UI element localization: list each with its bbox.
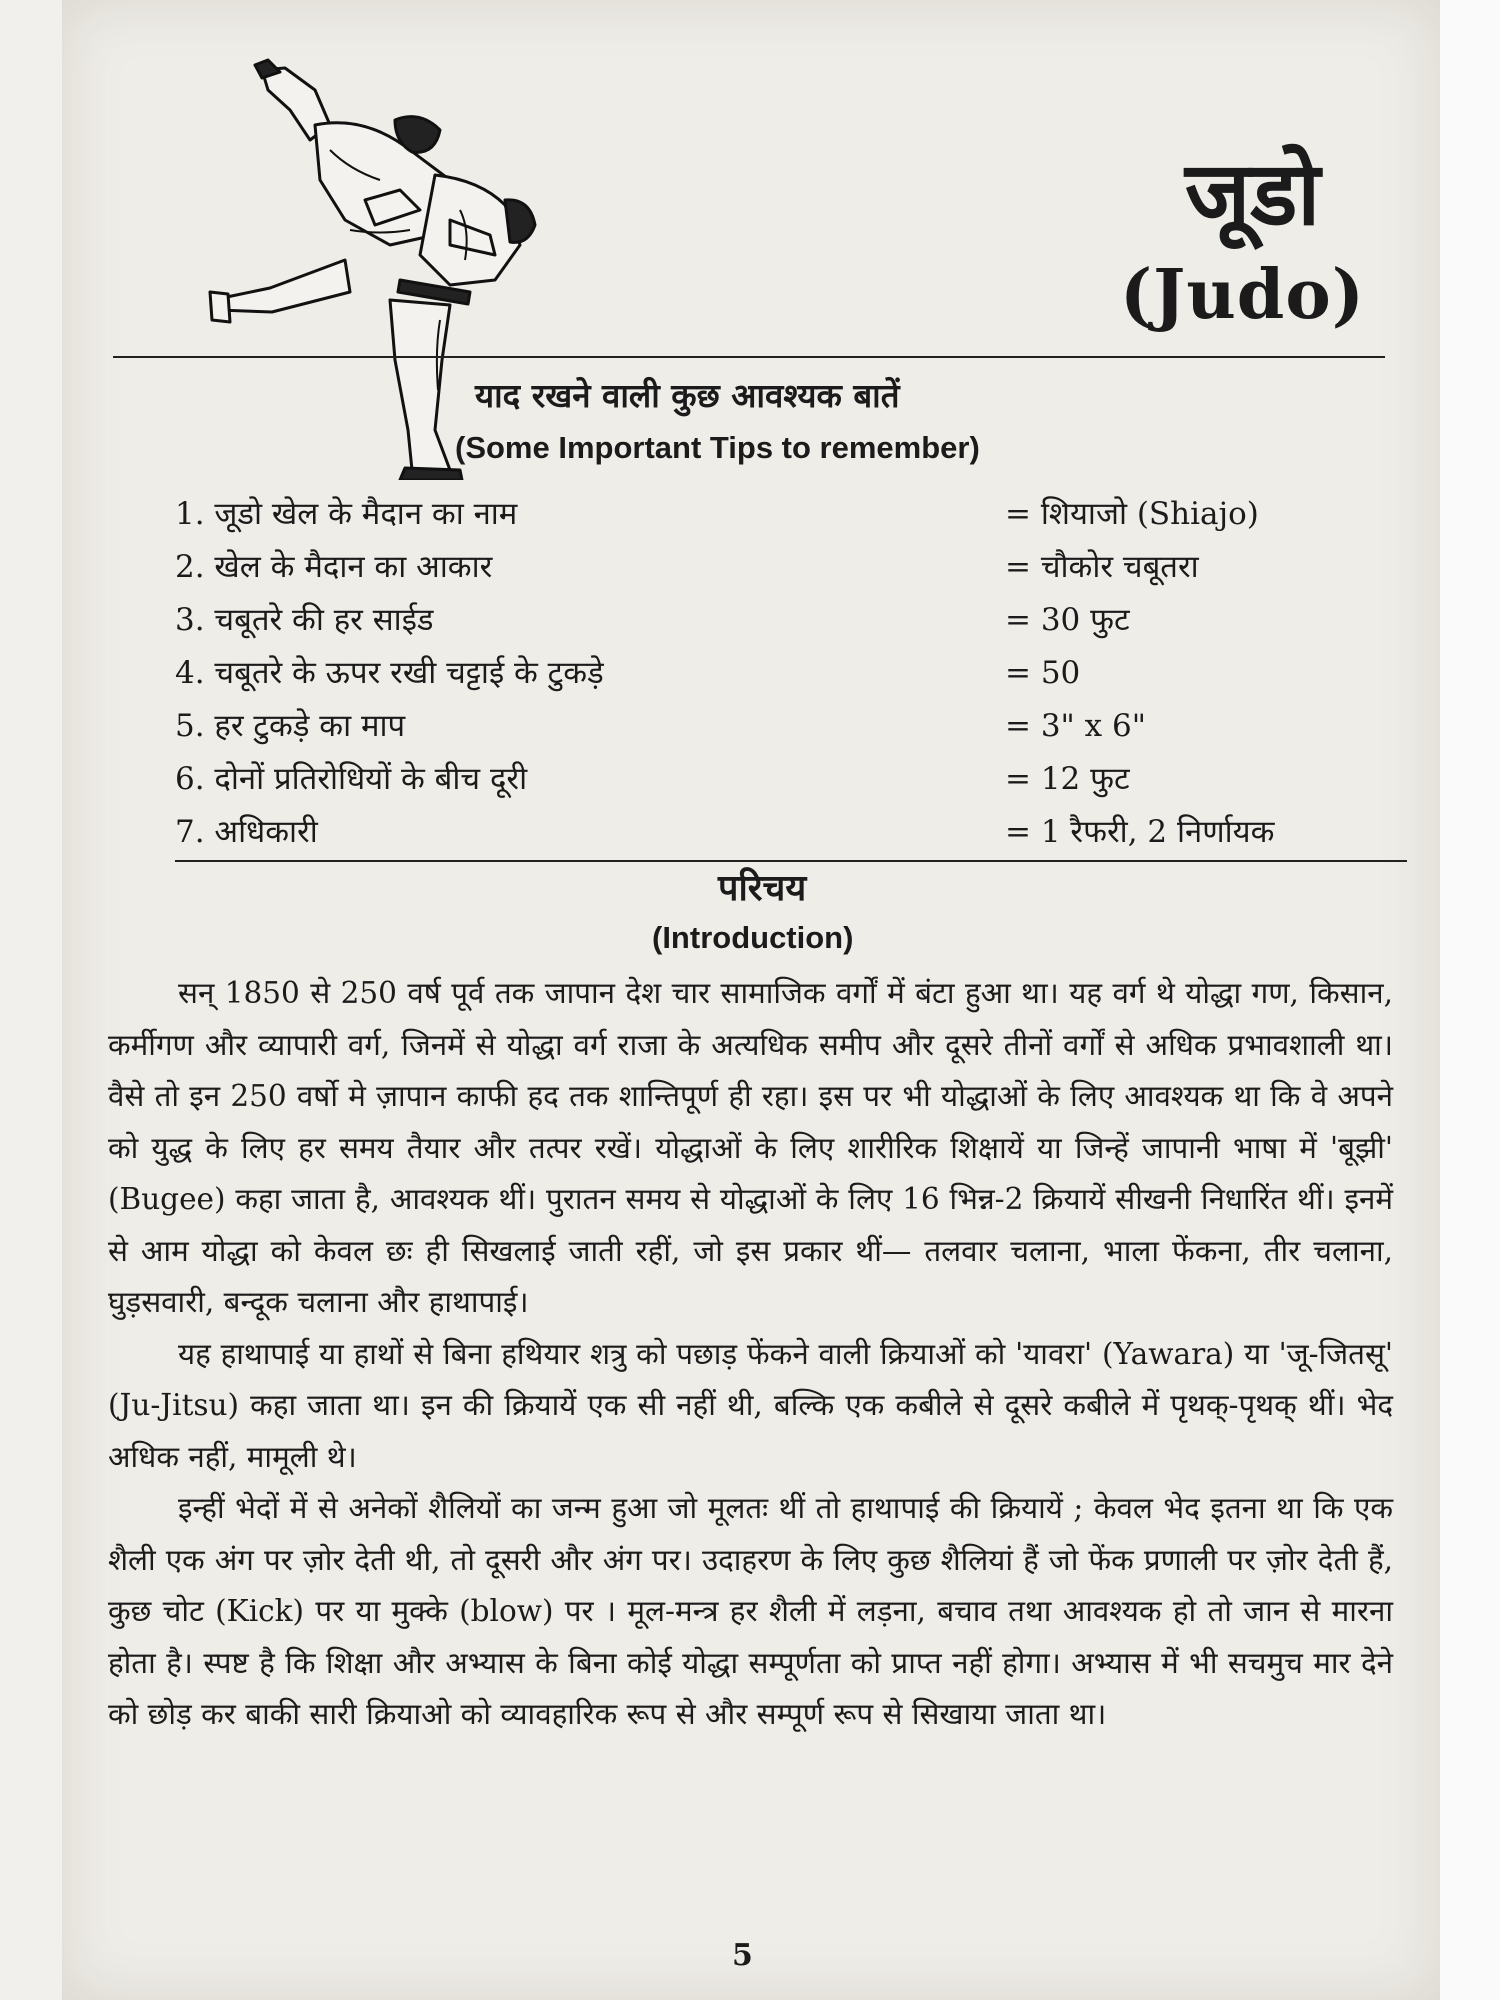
paragraph: यह हाथापाई या हाथों से बिना हथियार शत्रु को पछाड़ फेंकने वाली क्रियाओं को 'यावरा' (Yawara) या 'जू-जितसू' (Ju-Jitsu) कहा जाता था। इन की क्रियायें एक सी नहीं थी, बल्कि एक कबीले से दूसरे कबीले में पृथक्-पृथक् थीं। भेद अधिक नहीं, मामूली थे। [108, 1336, 1393, 1474]
tips-heading-hindi: याद रखने वाली कुछ आवश्यक बातें [475, 376, 900, 415]
top-divider [113, 356, 1385, 358]
tip-label: 2. खेल के मैदान का आकार [175, 549, 493, 585]
page-number: 5 [732, 1938, 753, 1973]
paragraph: सन् 1850 से 250 वर्ष पूर्व तक जापान देश चार सामाजिक वर्गों में बंटा हुआ था। यह वर्ग थे योद्धा गण, किसान, कर्मीगण और व्यापारी वर्ग, जिनमें से योद्धा वर्ग राजा के अत्यधिक समीप और दूसरे तीनों वर्गों से अधिक प्रभावशाली था। वैसे तो इन 250 वर्षो मे ज़ापान काफी हद तक शान्तिपूर्ण ही रहा। इस पर भी योद्धाओं के लिए आवश्यक था कि वे अपने को युद्ध के लिए हर समय तैयार और तत्पर रखें। योद्धाओं के लिए शारीरिक शिक्षायें या जिन्हें जापानी भाषा में 'बूझी' (Bugee) कहा जाता है, आवश्यक थीं। पुरातन समय से योद्धाओं के लिए 16 भिन्न-2 क्रियायें सीखनी निधारिंत थीं। इनमें से आम योद्धा को केवल छः ही सिखलाई जाती रहीं, जो इस प्रकार थीं— तलवार चलाना, भाला फेंकना, तीर चलाना, घुड़सवारी, बन्दूक चलाना और हाथापाई। [108, 976, 1393, 1319]
tip-item [175, 541, 1385, 594]
tip-value: = 30 फुट [1005, 602, 1130, 638]
tips-heading-english: (Some Important Tips to remember) [455, 430, 980, 465]
introduction-body [108, 968, 1393, 1741]
tip-item [175, 753, 1385, 806]
tip-value: = 12 फुट [1005, 761, 1130, 797]
tip-item [175, 806, 1385, 859]
tip-value: = 1 रैफरी, 2 निर्णायक [1005, 814, 1275, 850]
tips-list [175, 488, 1385, 859]
tip-label: 4. चबूतरे के ऊपर रखी चट्टाई के टुकड़े [175, 655, 604, 691]
tip-value: = चौकोर चबूतरा [1005, 549, 1199, 585]
tip-item [175, 488, 1385, 541]
title-hindi: जूडो [1185, 141, 1321, 245]
tip-label: 7. अधिकारी [175, 814, 318, 850]
tip-label: 1. जूडो खेल के मैदान का नाम [175, 496, 518, 532]
title-english: (Judo) [1120, 255, 1365, 335]
tip-value: = 3" x 6" [1005, 708, 1146, 744]
scan-margin [1440, 0, 1500, 2000]
intro-heading-hindi: परिचय [718, 867, 807, 909]
tip-label: 6. दोनों प्रतिरोधियों के बीच दूरी [175, 761, 528, 797]
tip-item [175, 594, 1385, 647]
tip-item [175, 647, 1385, 700]
tip-label: 5. हर टुकड़े का माप [175, 708, 406, 744]
intro-heading-english: (Introduction) [652, 920, 854, 955]
tip-value: = 50 [1005, 655, 1081, 691]
tip-item [175, 700, 1385, 753]
tip-value: = शियाजो (Shiajo) [1005, 496, 1259, 532]
tip-label: 3. चबूतरे की हर साईड [175, 602, 434, 638]
paragraph: इन्हीं भेदों में से अनेकों शैलियों का जन्म हुआ जो मूलतः थीं तो हाथापाई की क्रियायें ; केवल भेद इतना था कि एक शैली एक अंग पर ज़ोर देती थी, तो दूसरी और अंग पर। उदाहरण के लिए कुछ शैलियां हैं जो फेंक प्रणाली पर ज़ोर देती हैं, कुछ चोट (Kick) पर या मुक्के (blow) पर । मूल-मन्त्र हर शैली में लड़ना, बचाव तथा आवश्यक हो तो जान से मारना होता है। स्पष्ट है कि शिक्षा और अभ्यास के बिना कोई योद्धा सम्पूर्णता को प्राप्त नहीं होगा। अभ्यास में भी सचमुच मार देने को छोड़ कर बाकी सारी क्रियाओ को व्यावहारिक रूप से और सम्पूर्ण रूप से सिखाया जाता था। [108, 1491, 1393, 1731]
